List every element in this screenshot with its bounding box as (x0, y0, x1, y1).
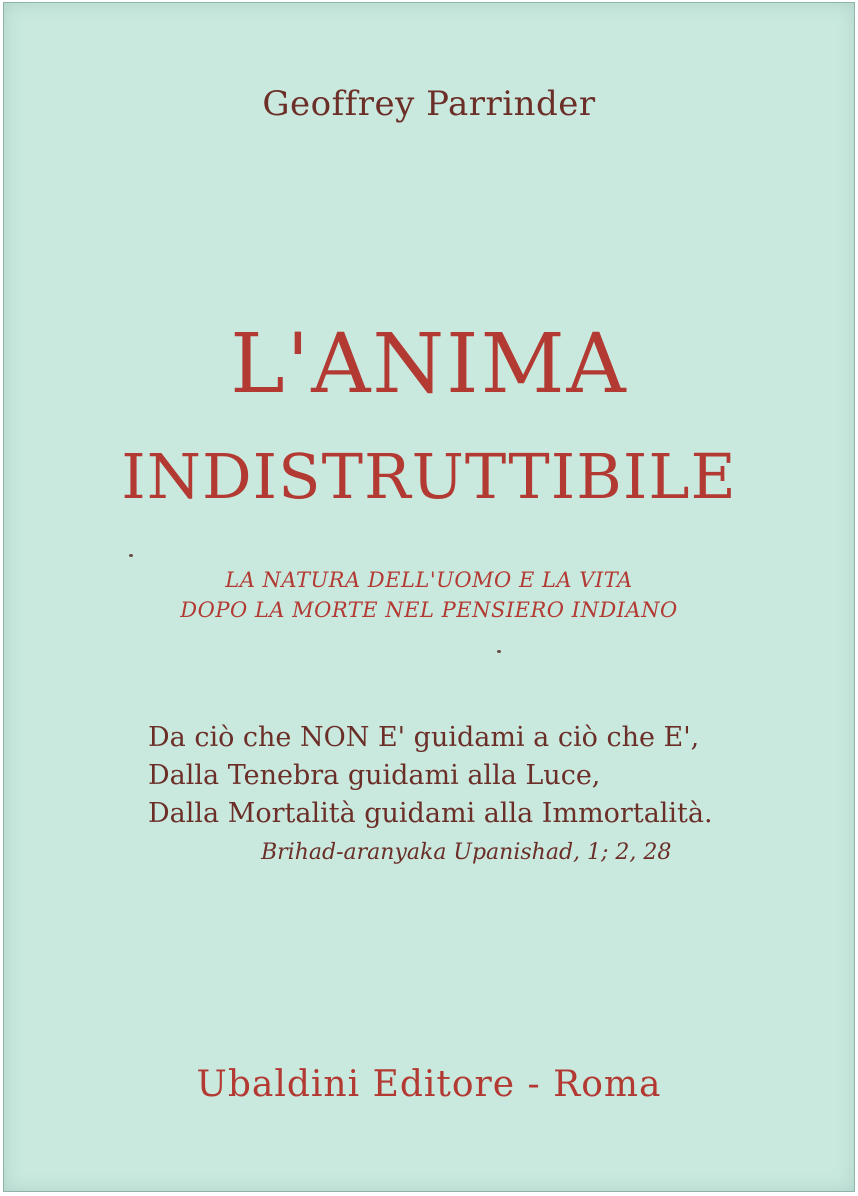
title-line-1: L'ANIMA (230, 317, 628, 412)
subtitle-line-1: LA NATURA DELL'UOMO E LA VITA (225, 568, 633, 592)
print-speck (129, 554, 133, 557)
quote-line-3: Dalla Mortalità guidami alla Immortalità. (148, 798, 713, 829)
quote-source: Brihad-aranyaka Upanishad, 1; 2, 28 (261, 840, 672, 865)
quote-line-1: Da ciò che NON E' guidami a ciò che E', (148, 722, 700, 753)
author-name: Geoffrey Parrinder (262, 84, 596, 124)
publisher-name: Ubaldini Editore - Roma (196, 1064, 662, 1105)
title-line-2: INDISTRUTTIBILE (121, 440, 737, 513)
subtitle-line-2: DOPO LA MORTE NEL PENSIERO INDIANO (180, 598, 678, 622)
print-speck (497, 650, 501, 653)
quote-line-2: Dalla Tenebra guidami alla Luce, (148, 760, 601, 791)
book-cover (3, 2, 855, 1192)
